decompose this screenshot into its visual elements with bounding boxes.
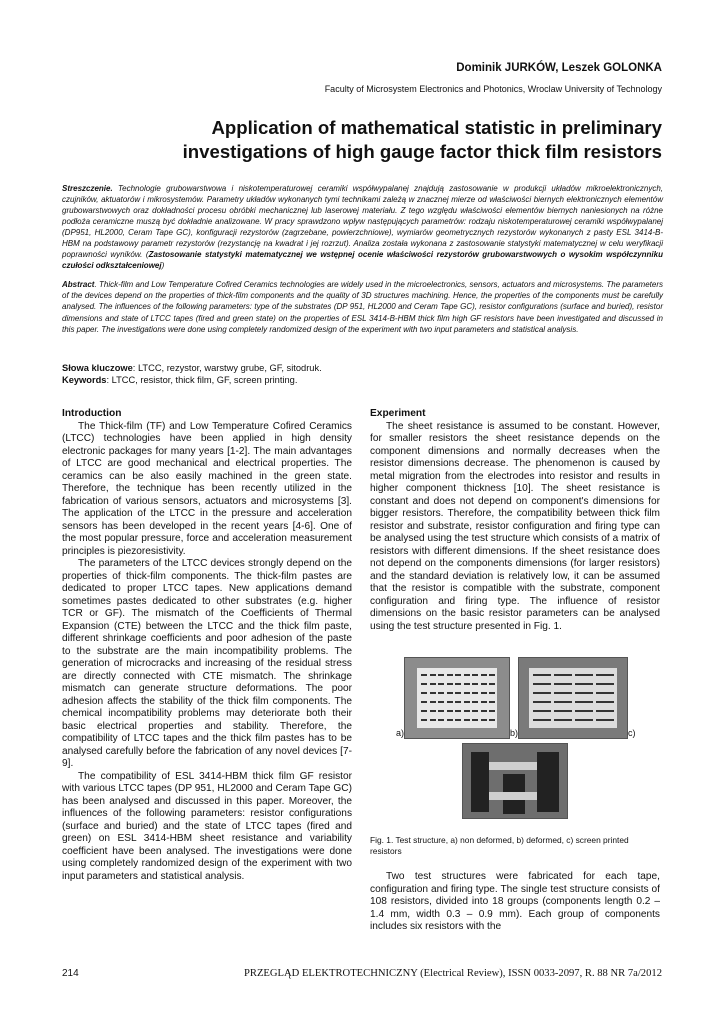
- test-structure-resistor: [472, 710, 478, 712]
- figure-1: [370, 657, 660, 825]
- test-structure-resistor: [554, 710, 572, 712]
- test-structure-resistor: [575, 701, 593, 703]
- test-structure-resistor: [447, 701, 453, 703]
- test-structure-resistor: [430, 710, 436, 712]
- test-structure-resistor: [472, 719, 478, 721]
- test-structure-resistor: [447, 674, 453, 676]
- abstract-text: . Thick-film and Low Temperature Cofired Ceramics technologies are widely used in the microelectronics, sensors, actuators and microsystems. The parameters of the devices depend on the properties of thick-film components and the quality of 3D structures machining. Hence, the properties of the components must be carefully analysed. The influences of the following parameters: type of the substrates (DP 951, HL2000 and Ceram Tape GC), resistor configurations (surface and buried), resistor dimensions and state of LTCC tapes (fired and green state) on the properties of ESL 3414-B-HBM thick film high GF resistors have been investigated and discussed in this paper. The investigations were done using completely randomized design of the experiment with two input parameters and statistical analysis.: [62, 280, 663, 334]
- streszczenie-text: Technologie grubowarstwowa i niskotemperaturowej ceramiki współwypalanej znajdują zastosowanie w produkcji układów mikroelektronicznych, czujników, aktuatorów i mikrosystemów. Parametry układów wykonanych tymi technikami zależą w znacznej mierze od właściwości biernych elektronicznych elementów grubowarstwowych oraz dokładności procesu obróbki mechanicznej lub laserowej materiału. Z tego względu właściwości elementów biernych naniesionych na różne podłoża ceramiczne muszą być dokładnie analizowane. W pracy sprawdzono wpływ następujących parametrów: rodzaju niskotemperaturowej ceramiki współwypalanej (DP951, HL2000, Ceram Tape GC), konfiguracji rezystorów (zagrzebane, powierzchniowe), wymiarów geometrycznych rezystorów wykonanych z pasty ESL 3414-B-HBM na podstawowy parametr rezystorów (rezystancję na kwadrat i jej rozrzut). Analiza została wykonana z zastosowanie statystyki matematycznej w celu weryfikacji poprawności wyników. (: [62, 184, 663, 260]
- test-structure-resistor: [533, 701, 551, 703]
- streszczenie-close: ): [161, 261, 165, 271]
- test-structure-resistor: [464, 692, 470, 694]
- affiliation: Faculty of Microsystem Electronics and Photonics, Wroclaw University of Technology: [324, 84, 662, 94]
- test-structure-resistor: [481, 719, 487, 721]
- streszczenie-bold-title: Zastosowanie statystyki matematycznej we wstępnej ocenie właściwości rezystorów grubowarstwowych o wysokim współczynniku czułości odkształceniowej: [62, 250, 663, 271]
- test-structure-resistor: [575, 710, 593, 712]
- intro-paragraph-2: The parameters of the LTCC devices strongly depend on the properties of thick-film components. The thick-film pastes are dedicated to proper LTCC tapes. New applications demand sometimes pastes dedicated to other substrates (e.g. higher TCR or GF). The mismatch of the Coefficients of Thermal Expansion (CTE) between the LTCC and the thick film paste, different shrinkage coefficients and poor adhesion of the paste to the substrate are the main incompatibility problems. The generation of microcracks and increasing of the residual stress are directly connected with CTE mismatch. The shrinkage mismatch can generate structure deformations. The poor adhesion affects the stability of the thick film components. The chemical incompatibility problems may deteriorate both their basic electrical properties and stability. Therefore, the compatibility of LTCC tapes and the thick film pastes has to be analysed carefully before the fabrication of any novel devices [7-9].: [62, 558, 352, 769]
- test-structure-resistor: [575, 683, 593, 685]
- test-structure-resistor: [438, 692, 444, 694]
- keywords-pl-text: : LTCC, rezystor, warstwy grube, GF, sitodruk.: [132, 363, 322, 373]
- test-structure-resistor: [554, 674, 572, 676]
- photo-non-deformed: [404, 657, 510, 739]
- test-structure-resistor: [489, 701, 495, 703]
- photo-deformed: [518, 657, 628, 739]
- experiment-heading: Experiment: [370, 408, 426, 419]
- experiment-paragraph-1: The sheet resistance is assumed to be constant. However, for smaller resistors the sheet resistance depends on the component dimensions and normally decreases when the resistor dimensions decrease. The phenomenon is caused by metal migration from the electrodes into resistor and results in higher component thickness [10]. The sheet resistance is constant and does not depend on component's dimensions for bigger resistors. Therefore, the compatibility between thick film resistor and substrate, resistor configuration and firing type can be analysed using the test structure which consists of a matrix of resistors with different dimensions. If the sheet resistance does not depend on the components dimensions (for larger resistors) and the standard deviation is relatively low, it can be assumed that the resistor is compatible with the substrate, component configuration and firing type. The influence of resistor dimensions on the basic resistor parameters can be analysed using the test structure presented in Fig. 1.: [370, 420, 660, 632]
- streszczenie-label: Streszczenie.: [62, 184, 113, 193]
- test-structure-resistor: [489, 674, 495, 676]
- test-structure-resistor: [481, 683, 487, 685]
- test-structure-resistor: [533, 710, 551, 712]
- test-structure-resistor: [438, 701, 444, 703]
- test-structure-resistor: [596, 692, 614, 694]
- test-structure-resistor: [455, 719, 461, 721]
- test-structure-resistor: [430, 719, 436, 721]
- test-structure-resistor: [533, 719, 551, 721]
- figure-label-c: c): [628, 728, 636, 738]
- keywords-pl: [62, 362, 663, 374]
- paper-title: [102, 116, 662, 164]
- test-structure-resistor: [472, 683, 478, 685]
- test-structure-resistor: [489, 683, 495, 685]
- test-structure-resistor: [421, 683, 427, 685]
- test-structure-resistor: [421, 710, 427, 712]
- figure-label-a: a): [396, 728, 405, 738]
- title-line-1: Application of mathematical statistic in preliminary: [211, 117, 662, 138]
- introduction-heading: Introduction: [62, 408, 122, 419]
- abstract: [62, 279, 663, 334]
- test-structure-resistor: [464, 674, 470, 676]
- test-structure-resistor: [430, 701, 436, 703]
- left-column: [62, 408, 352, 883]
- test-structure-resistor: [489, 710, 495, 712]
- test-structure-resistor: [489, 719, 495, 721]
- test-structure-resistor: [464, 710, 470, 712]
- test-structure-resistor: [481, 674, 487, 676]
- right-column: [370, 408, 660, 934]
- test-structure-resistor: [575, 674, 593, 676]
- streszczenie: [62, 183, 663, 271]
- test-structure-resistor: [421, 719, 427, 721]
- title-line-2: investigations of high gauge factor thick film resistors: [182, 141, 662, 162]
- test-structure-resistor: [421, 674, 427, 676]
- test-structure-resistor: [596, 710, 614, 712]
- test-structure-resistor: [430, 692, 436, 694]
- test-structure-resistor: [533, 692, 551, 694]
- test-structure-resistor: [481, 710, 487, 712]
- test-structure-resistor: [481, 692, 487, 694]
- test-structure-resistor: [533, 674, 551, 676]
- keywords-en-label: Keywords: [62, 375, 107, 385]
- test-structure-resistor: [554, 683, 572, 685]
- journal-footer: PRZEGLĄD ELEKTROTECHNICZNY (Electrical Review), ISSN 0033-2097, R. 88 NR 7a/2012: [243, 968, 662, 979]
- figure-1-caption: Fig. 1. Test structure, a) non deformed, b) deformed, c) screen printed resistors: [370, 835, 629, 856]
- test-structure-resistor: [596, 719, 614, 721]
- intro-paragraph-1: The Thick-film (TF) and Low Temperature Cofired Ceramics (LTCC) technologies have been applied in high density electronic packages for many years [1-2]. The main advantages of LTCC are good mechanical and electrical properties. The ceramics can be also easily machined in the green state. Therefore, the technique has been recently utilized in the fabrication of various sensors, actuators and microsystems [3]. The application of the LTCC in the pressure and acceleration sensors has been developed in the recent years [4-6]. One of the most popular pressure, force and acceleration measurement principles is piezoresistivity.: [62, 420, 352, 557]
- test-structure-resistor: [455, 710, 461, 712]
- test-structure-resistor: [430, 674, 436, 676]
- test-structure-resistor: [447, 692, 453, 694]
- keywords-pl-label: Słowa kluczowe: [62, 363, 133, 373]
- test-structure-resistor: [438, 683, 444, 685]
- test-structure-resistor: [472, 674, 478, 676]
- abstract-label: Abstract: [62, 280, 95, 290]
- keywords-en-text: : LTCC, resistor, thick film, GF, screen printing.: [106, 375, 298, 385]
- test-structure-resistor: [489, 692, 495, 694]
- keywords-block: [62, 362, 663, 386]
- test-structure-resistor: [596, 683, 614, 685]
- test-structure-resistor: [464, 701, 470, 703]
- test-structure-resistor: [575, 692, 593, 694]
- test-structure-resistor: [447, 683, 453, 685]
- page-number: 214: [62, 968, 79, 979]
- photo-screen-printed-resistors: [462, 743, 568, 819]
- test-structure-resistor: [481, 701, 487, 703]
- test-structure-resistor: [438, 674, 444, 676]
- test-structure-resistor: [438, 719, 444, 721]
- test-structure-resistor: [447, 719, 453, 721]
- test-structure-resistor: [421, 692, 427, 694]
- test-structure-resistor: [455, 692, 461, 694]
- test-structure-resistor: [472, 701, 478, 703]
- test-structure-resistor: [430, 683, 436, 685]
- test-structure-resistor: [472, 692, 478, 694]
- test-structure-resistor: [554, 719, 572, 721]
- keywords-en: [62, 374, 663, 386]
- test-structure-resistor: [533, 683, 551, 685]
- test-structure-resistor: [455, 701, 461, 703]
- test-structure-resistor: [554, 692, 572, 694]
- test-structure-resistor: [596, 701, 614, 703]
- test-structure-resistor: [464, 683, 470, 685]
- intro-paragraph-3: The compatibility of ESL 3414-HBM thick film GF resistor with various LTCC tapes (DP 951, HL2000 and Ceram Tape GC) has been analysed and discussed in this paper. Moreover, the influences of the following parameters: resistor configurations (surface and buried) and the state of LTCC tapes (fired and green) on ESL 3414-HBM sheet resistance and variability coefficient have been analysed. The investigations were done using completely randomized design of the experiment with two input parameters and statistical analysis.: [62, 770, 352, 882]
- figure-label-b: b): [510, 728, 519, 738]
- test-structure-resistor: [438, 710, 444, 712]
- authors: Dominik JURKÓW, Leszek GOLONKA: [456, 62, 662, 74]
- test-structure-resistor: [455, 674, 461, 676]
- test-structure-resistor: [455, 683, 461, 685]
- test-structure-resistor: [447, 710, 453, 712]
- abstracts-block: [62, 183, 663, 343]
- test-structure-resistor: [554, 701, 572, 703]
- experiment-paragraph-2: Two test structures were fabricated for each tape, configuration and firing type. The single test structure consists of 108 resistors, divided into 18 groups (components length 0.2 – 1.4 mm, width 0.3 – 0.9 mm). Each group of components includes six resistors with the: [370, 871, 660, 932]
- test-structure-resistor: [421, 701, 427, 703]
- test-structure-resistor: [596, 674, 614, 676]
- test-structure-resistor: [575, 719, 593, 721]
- test-structure-resistor: [464, 719, 470, 721]
